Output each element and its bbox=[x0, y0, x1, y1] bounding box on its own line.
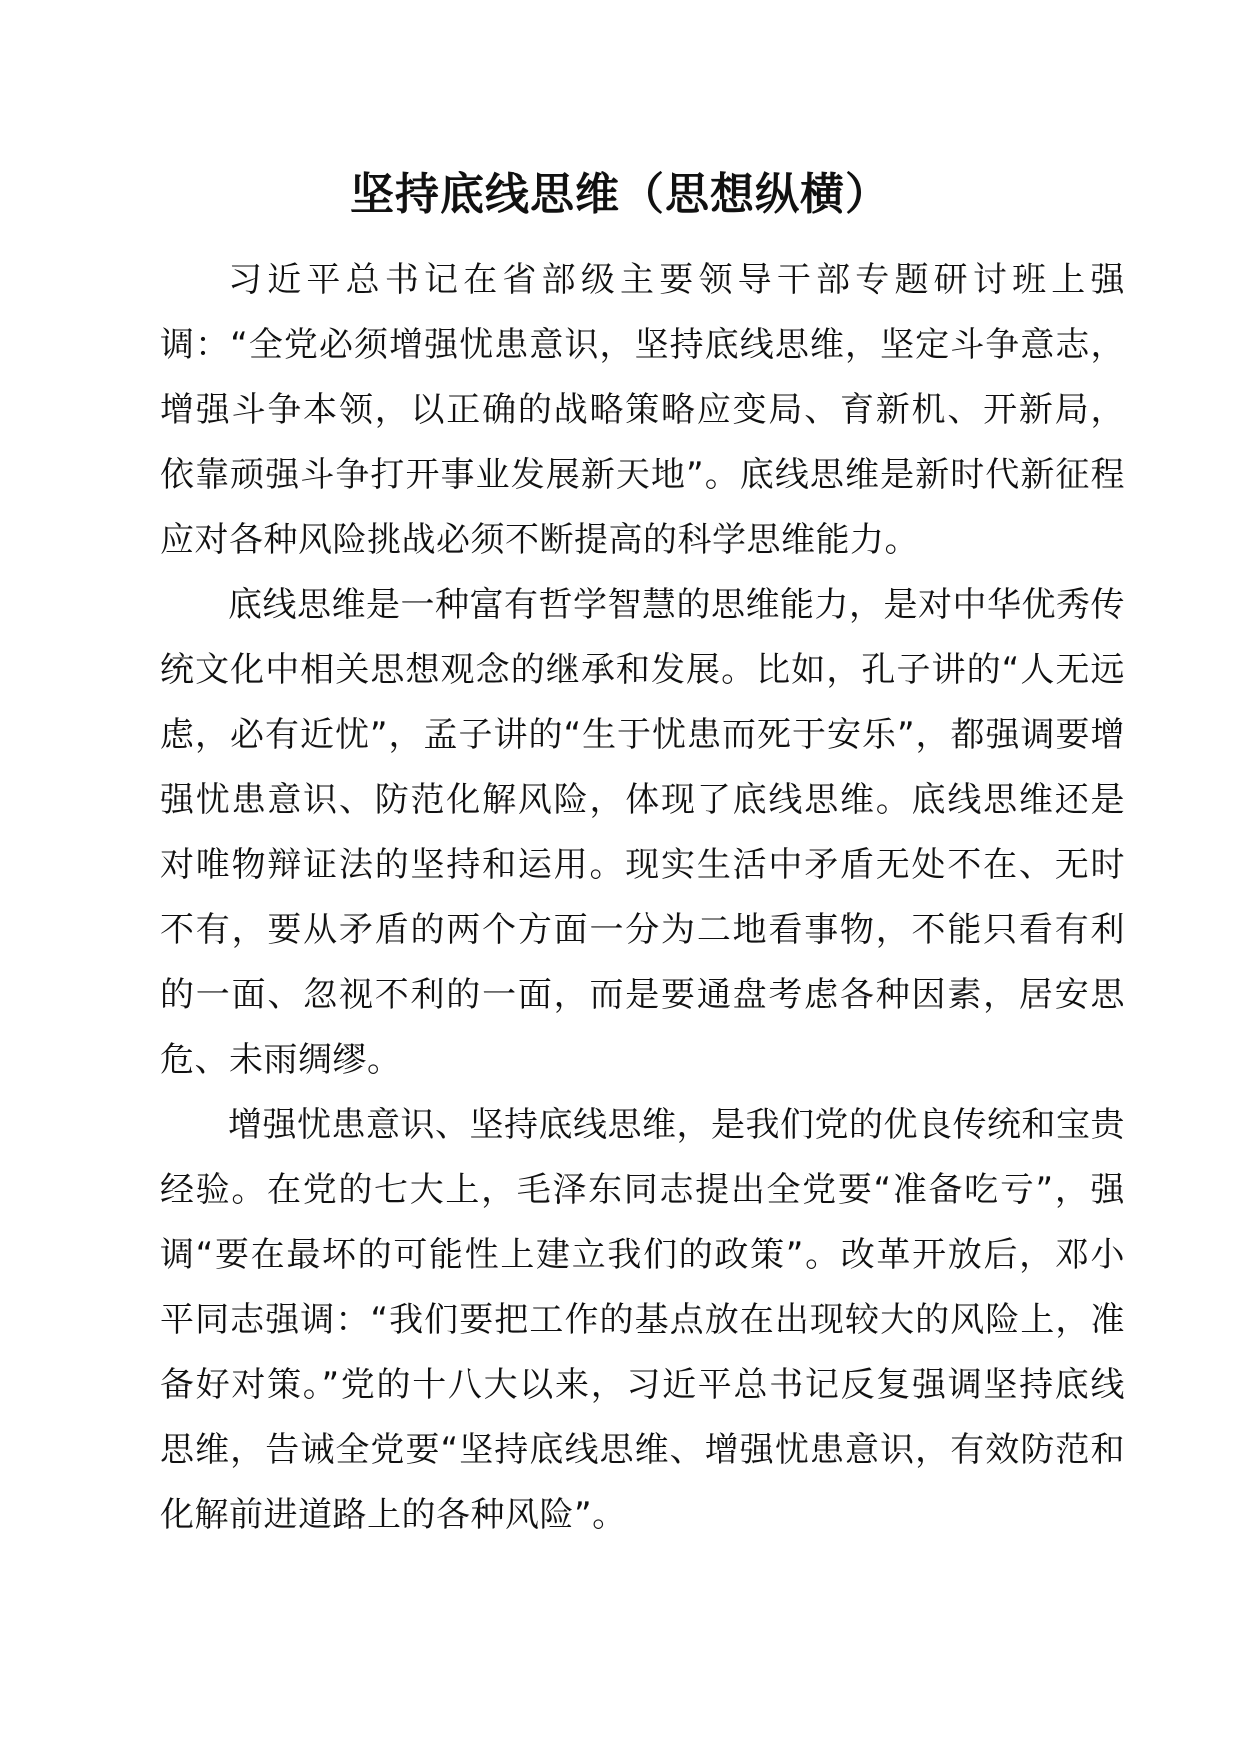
paragraph-1: 习近平总书记在省部级主要领导干部专题研讨班上强调：“全党必须增强忧患意识，坚持底线思维，坚定斗争意志，增强斗争本领，以正确的战略策略应变局、育新机、开新局，依靠顽强斗争打开事业发展新天地”。底线思维是新时代新征程应对各种风险挑战必须不断提高的科学思维能力。 bbox=[160, 260, 1125, 560]
article-body bbox=[160, 248, 1125, 1548]
paragraph-2: 底线思维是一种富有哲学智慧的思维能力，是对中华优秀传统文化中相关思想观念的继承和发展。比如，孔子讲的“人无远虑，必有近忧”，孟子讲的“生于忧患而死于安乐”，都强调要增强忧患意识、防范化解风险，体现了底线思维。底线思维还是对唯物辩证法的坚持和运用。现实生活中矛盾无处不在、无时不有，要从矛盾的两个方面一分为二地看事物，不能只看有利的一面、忽视不利的一面，而是要通盘考虑各种因素，居安思危、未雨绸缪。 bbox=[160, 585, 1125, 1080]
paragraph-3: 增强忧患意识、坚持底线思维，是我们党的优良传统和宝贵经验。在党的七大上，毛泽东同志提出全党要“准备吃亏”，强调“要在最坏的可能性上建立我们的政策”。改革开放后，邓小平同志强调：“我们要把工作的基点放在出现较大的风险上，准备好对策。”党的十八大以来，习近平总书记反复强调坚持底线思维，告诫全党要“坚持底线思维、增强忧患意识，有效防范和化解前进道路上的各种风险”。 bbox=[160, 1105, 1125, 1535]
page-title: 坚持底线思维（思想纵横） bbox=[350, 169, 890, 220]
